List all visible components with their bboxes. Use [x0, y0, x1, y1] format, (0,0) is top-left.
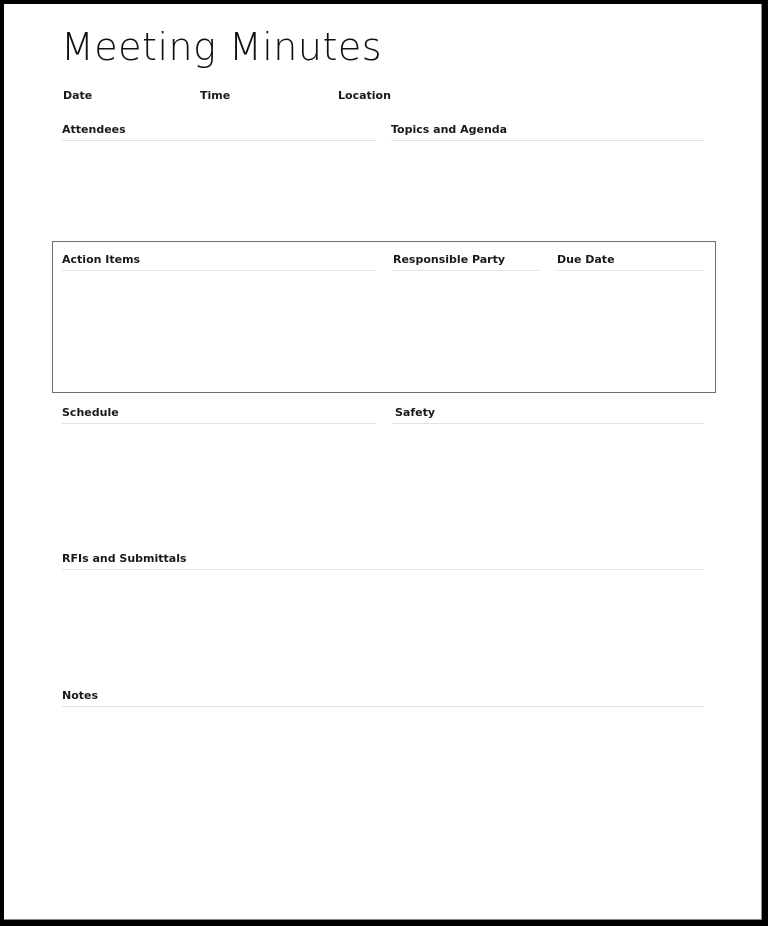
notes-section[interactable] [62, 689, 704, 907]
action-items-field[interactable] [62, 271, 376, 381]
due-date-field[interactable] [557, 271, 704, 381]
date-field[interactable] [63, 89, 92, 102]
rfis-submittals-field[interactable] [62, 570, 704, 685]
date-label: Date [63, 89, 93, 102]
rfis-submittals-section[interactable] [62, 552, 704, 685]
attendees-section[interactable] [62, 123, 376, 231]
due-date-label: Due Date [557, 253, 704, 271]
safety-section[interactable] [392, 406, 704, 544]
page-title: Meeting Minutes [61, 25, 383, 69]
due-date-section[interactable] [557, 253, 704, 381]
topics-agenda-section[interactable] [391, 123, 704, 231]
time-label: Time [200, 89, 231, 102]
attendees-field[interactable] [62, 141, 376, 231]
location-field[interactable] [338, 89, 391, 102]
responsible-party-section[interactable] [393, 253, 540, 381]
schedule-field[interactable] [62, 424, 376, 544]
safety-field[interactable] [392, 424, 704, 544]
notes-label: Notes [62, 689, 704, 707]
rfis-submittals-label: RFIs and Submittals [62, 552, 704, 570]
attendees-label: Attendees [62, 123, 376, 141]
time-field[interactable] [200, 89, 230, 102]
schedule-section[interactable] [62, 406, 376, 544]
responsible-party-field[interactable] [393, 271, 540, 381]
action-items-label: Action Items [62, 253, 376, 271]
location-label: Location [338, 89, 391, 102]
responsible-party-label: Responsible Party [393, 253, 540, 271]
topics-agenda-label: Topics and Agenda [391, 123, 704, 141]
meeting-minutes-page [4, 4, 762, 920]
action-items-section[interactable] [62, 253, 376, 381]
topics-agenda-field[interactable] [391, 141, 704, 231]
safety-label: Safety [392, 406, 704, 424]
schedule-label: Schedule [62, 406, 376, 424]
notes-field[interactable] [62, 707, 704, 907]
